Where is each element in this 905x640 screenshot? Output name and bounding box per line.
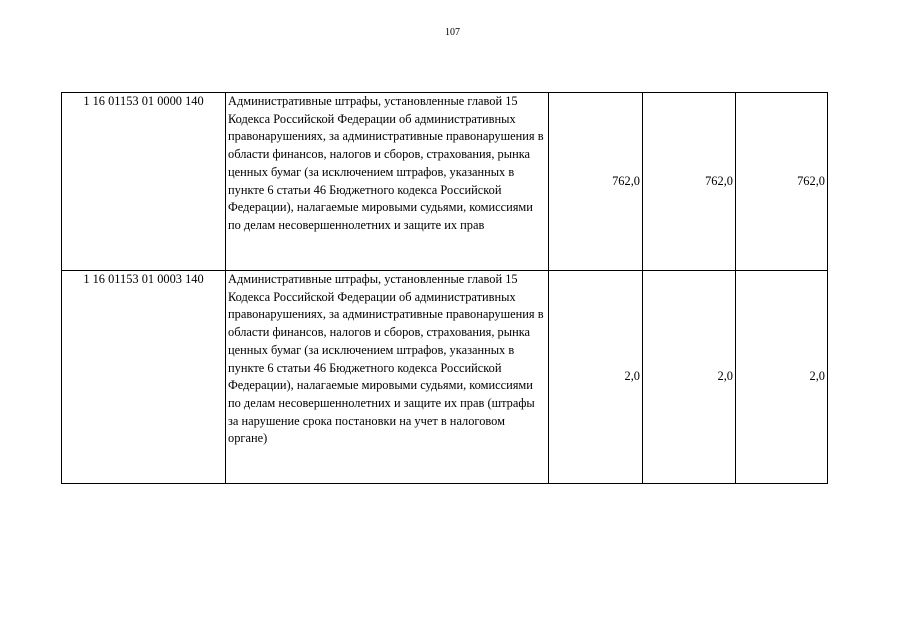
budget-code-cell: 1 16 01153 01 0003 140 [62, 271, 226, 484]
page-number: 107 [445, 27, 460, 38]
description-cell: Административные штрафы, установленные главой 15 Кодекса Российской Федерации об административных правонарушениях, за административные правонарушения в области финансов, налогов и сборов, страхования, рынка ценных бумаг (за исключением штрафов, указанных в пункте 6 статьи 46 Бюджетного кодекса Российской Федерации), налагаемые мировыми судьями, комиссиями по делам несовершеннолетних и защите их прав [226, 93, 549, 271]
description-cell: Административные штрафы, установленные главой 15 Кодекса Российской Федерации об административных правонарушениях, за административные правонарушения в области финансов, налогов и сборов, страхования, рынка ценных бумаг (за исключением штрафов, указанных в пункте 6 статьи 46 Бюджетного кодекса Российской Федерации), налагаемые мировыми судьями, комиссиями по делам несовершеннолетних и защите их прав (штрафы за нарушение срока постановки на учет в налоговом органе) [226, 271, 549, 484]
value-cell-3: 762,0 [736, 93, 828, 271]
value-cell-2: 2,0 [643, 271, 736, 484]
value-cell-3: 2,0 [736, 271, 828, 484]
value-cell-1: 762,0 [549, 93, 643, 271]
value-cell-1: 2,0 [549, 271, 643, 484]
value-cell-2: 762,0 [643, 93, 736, 271]
table-row [62, 271, 828, 484]
table-row [62, 93, 828, 271]
budget-table [61, 92, 828, 484]
budget-code-cell: 1 16 01153 01 0000 140 [62, 93, 226, 271]
